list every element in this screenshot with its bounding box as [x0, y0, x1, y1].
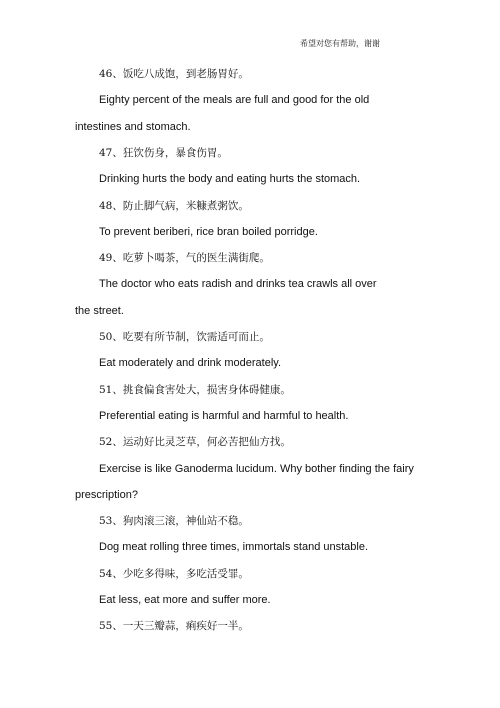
proverb-chinese-line: 54、少吃多得味，多吃活受罪。 [99, 567, 249, 580]
proverb-chinese-line: 46、饭吃八成饱，到老肠胃好。 [99, 68, 249, 80]
proverb-chinese-line: 53、狗肉滚三滚，神仙站不稳。 [99, 515, 249, 528]
proverb-english-line: Preferential eating is harmful and harmful to health. [99, 409, 349, 422]
proverb-english-line: The doctor who eats radish and drinks tea crawls all over [99, 278, 377, 291]
proverb-chinese-line: 51、挑食偏食害处大，损害身体碍健康。 [99, 383, 291, 396]
proverb-chinese-line: 49、吃萝卜喝茶，气的医生满街爬。 [99, 252, 270, 265]
proverb-english-line: To prevent beriberi, rice bran boiled porridge. [99, 225, 318, 238]
proverb-chinese-line: 47、狂饮伤身，暴食伤胃。 [99, 146, 228, 159]
proverb-english-line: the street. [75, 304, 124, 317]
proverb-english-line: Eat less, eat more and suffer more. [99, 594, 271, 606]
proverb-english-line: Drinking hurts the body and eating hurts the stomach. [99, 173, 361, 186]
proverb-english-line: intestines and stomach. [75, 120, 191, 133]
proverb-chinese-line: 55、一天三瓣蒜，痢疾好一半。 [99, 620, 249, 633]
proverb-chinese-line: 52、运动好比灵芝草，何必苦把仙方找。 [99, 436, 291, 449]
proverb-english-line: prescription? [75, 488, 138, 501]
proverb-chinese-line: 48、防止脚气病，米糠煮粥饮。 [99, 199, 249, 212]
header-note: 希望对您有帮助，谢谢 [300, 39, 380, 48]
proverb-english-line: Eighty percent of the meals are full and good for the old [99, 94, 370, 107]
proverb-english-line: Dog meat rolling three times, immortals stand unstable. [99, 541, 369, 554]
proverb-chinese-line: 50、吃要有所节制，饮需适可而止。 [99, 331, 270, 343]
proverb-english-line: Eat moderately and drink moderately. [99, 357, 281, 370]
proverb-english-line: Exercise is like Ganoderma lucidum. Why bother finding the fairy [99, 462, 414, 475]
